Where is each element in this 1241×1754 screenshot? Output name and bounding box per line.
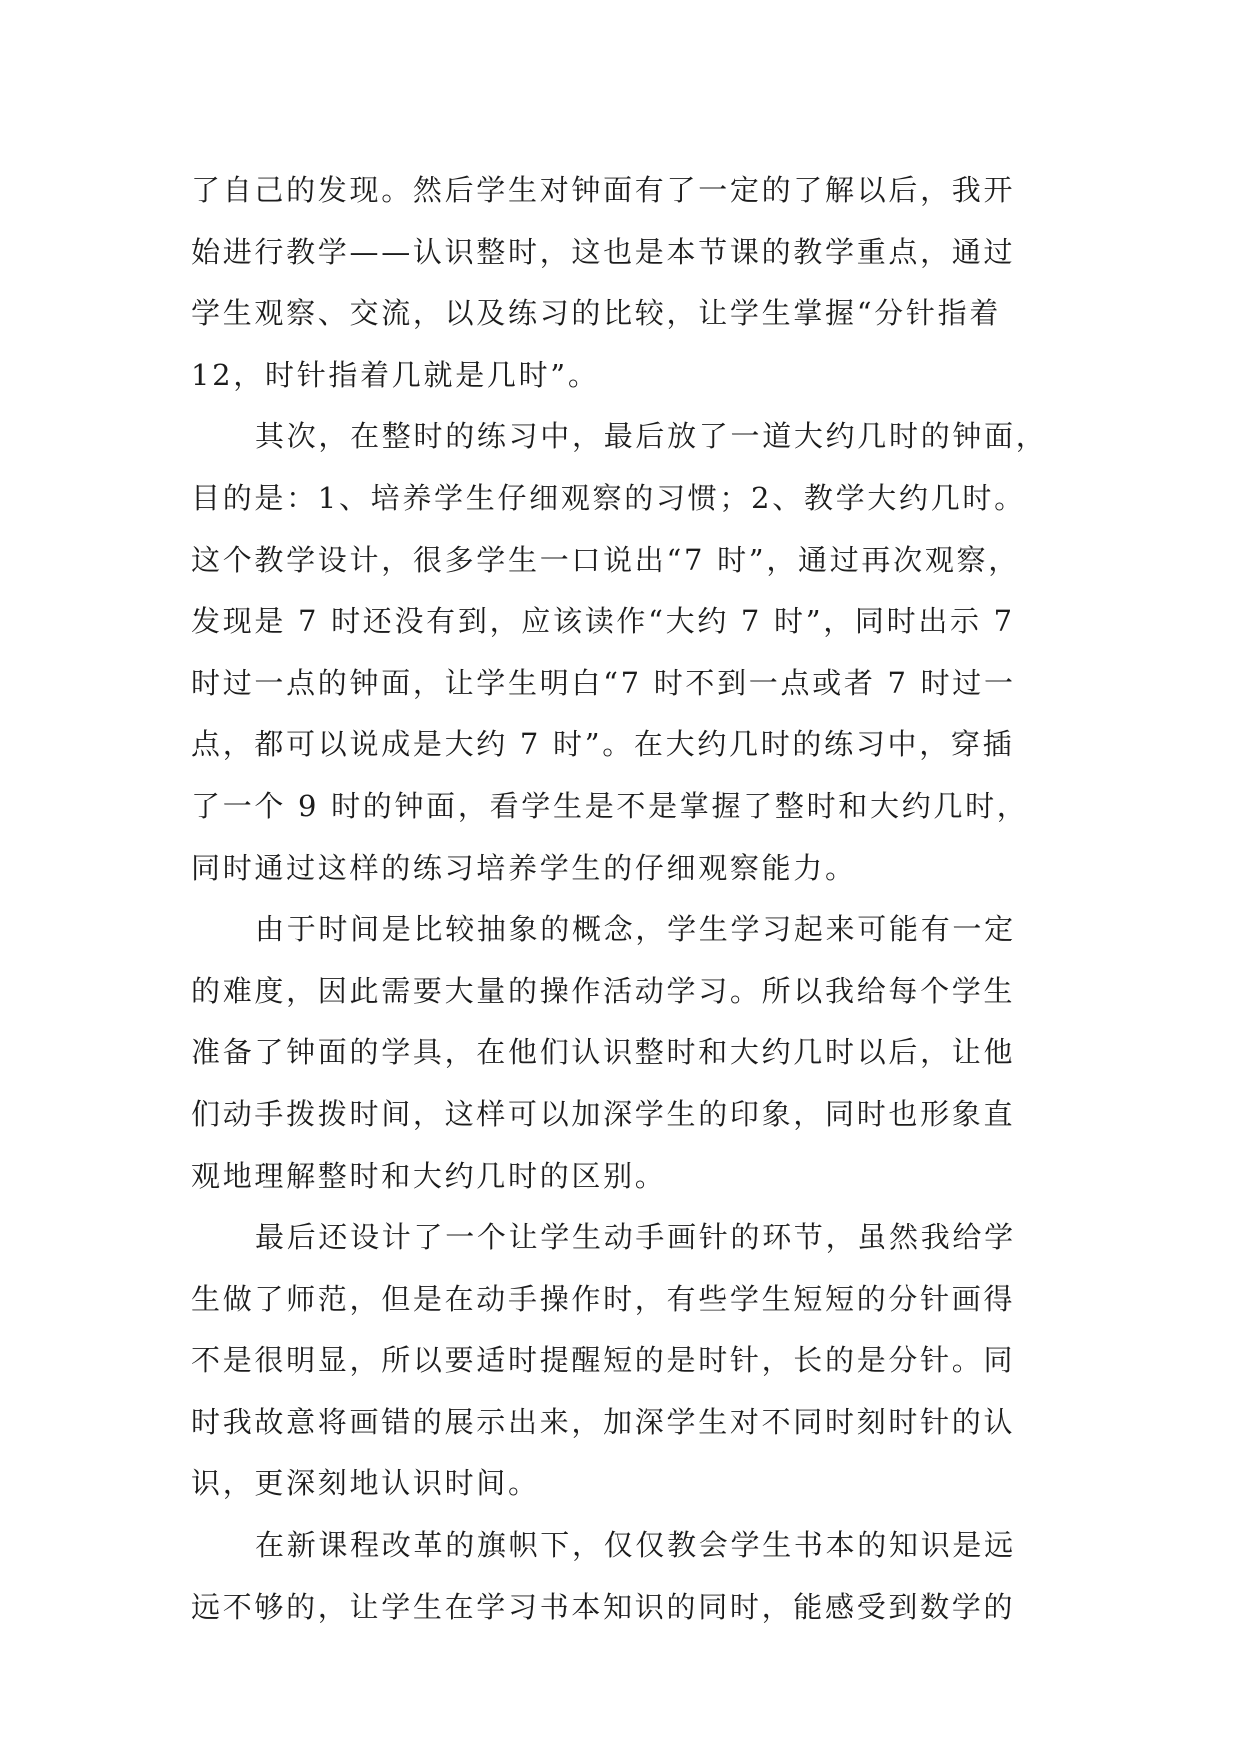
text-line: 观地理解整时和大约几时的区别。 bbox=[191, 1158, 667, 1193]
text-line: 识，更深刻地认识时间。 bbox=[191, 1466, 540, 1501]
text-line: 不是很明显，所以要适时提醒短的是时针，长的是分针。同 bbox=[191, 1343, 1016, 1378]
text-line: 学生观察、交流，以及练习的比较，让学生掌握“分针指着 bbox=[191, 296, 1002, 331]
text-line: 由于时间是比较抽象的概念，学生学习起来可能有一定 bbox=[255, 912, 1016, 947]
text-line: 生做了师范，但是在动手操作时，有些学生短短的分针画得 bbox=[191, 1281, 1016, 1316]
text-line: 远不够的，让学生在学习书本知识的同时，能感受到数学的 bbox=[191, 1589, 1016, 1624]
text-line: 了一个 9 时的钟面，看学生是不是掌握了整时和大约几时， bbox=[191, 788, 1029, 823]
text-line: 最后还设计了一个让学生动手画针的环节，虽然我给学 bbox=[255, 1220, 1016, 1255]
text-line: 始进行教学——认识整时，这也是本节课的教学重点，通过 bbox=[191, 234, 1016, 269]
text-line: 其次，在整时的练习中，最后放了一道大约几时的钟面， bbox=[255, 419, 1048, 454]
text-line: 了自己的发现。然后学生对钟面有了一定的了解以后，我开 bbox=[191, 173, 1016, 207]
document-body bbox=[191, 160, 1051, 1638]
paragraph bbox=[191, 1515, 1051, 1638]
paragraph bbox=[191, 406, 1051, 899]
text-line: 的难度，因此需要大量的操作活动学习。所以我给每个学生 bbox=[191, 973, 1016, 1008]
paragraph bbox=[191, 1207, 1051, 1515]
paragraph bbox=[191, 160, 1051, 406]
text-line: 点，都可以说成是大约 7 时”。在大约几时的练习中，穿插 bbox=[191, 727, 1015, 762]
text-line: 在新课程改革的旗帜下，仅仅教会学生书本的知识是远 bbox=[255, 1528, 1016, 1563]
text-line: 准备了钟面的学具，在他们认识整时和大约几时以后，让他 bbox=[191, 1035, 1016, 1070]
text-line: 时我故意将画错的展示出来，加深学生对不同时刻时针的认 bbox=[191, 1404, 1016, 1439]
text-line: 时过一点的钟面，让学生明白“7 时不到一点或者 7 时过一 bbox=[191, 665, 1016, 700]
text-line: 目的是：1、培养学生仔细观察的习惯；2、教学大约几时。 bbox=[191, 480, 1026, 515]
text-line: 12，时针指着几就是几时”。 bbox=[191, 357, 600, 392]
text-line: 这个教学设计，很多学生一口说出“7 时”，通过再次观察， bbox=[191, 542, 1020, 577]
text-line: 发现是 7 时还没有到，应该读作“大约 7 时”，同时出示 7 bbox=[191, 604, 1015, 639]
text-line: 们动手拨拨时间，这样可以加深学生的印象，同时也形象直 bbox=[191, 1096, 1016, 1131]
paragraph bbox=[191, 899, 1051, 1207]
text-line: 同时通过这样的练习培养学生的仔细观察能力。 bbox=[191, 850, 857, 885]
